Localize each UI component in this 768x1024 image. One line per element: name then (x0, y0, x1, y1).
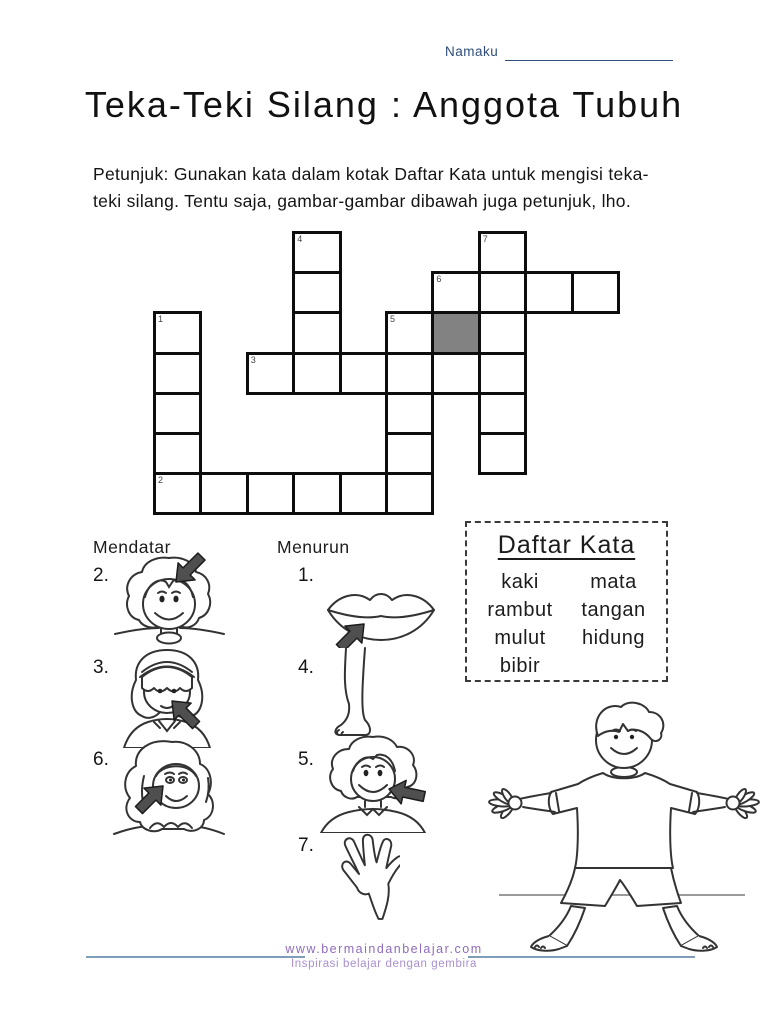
clue-number-across-2: 2. (93, 565, 109, 586)
crossword-cell[interactable] (153, 392, 202, 435)
crossword-cell[interactable] (478, 231, 527, 274)
crossword-cell[interactable] (292, 231, 341, 274)
clue-number-down-1: 1. (298, 565, 314, 586)
cell-clue-number: 3 (250, 354, 256, 365)
crossword-cell[interactable] (339, 472, 388, 515)
word-list-title: Daftar Kata (497, 531, 636, 559)
crossword-cell[interactable] (292, 311, 341, 354)
crossword-cell[interactable] (292, 271, 341, 314)
word-list-item: mulut (494, 627, 546, 649)
crossword-cell[interactable] (385, 352, 434, 395)
crossword-cell[interactable] (385, 311, 434, 354)
crossword-cell[interactable] (478, 311, 527, 354)
lips-arrow-icon (320, 572, 442, 653)
crossword-cell[interactable] (246, 352, 295, 395)
word-list-item: bibir (499, 655, 541, 677)
word-list-box (465, 521, 668, 682)
crossword-cell[interactable] (339, 352, 388, 395)
instructions-line1: Petunjuk: Gunakan kata dalam kotak Daftar Kata untuk mengisi teka- (93, 164, 649, 184)
page-title: Teka-Teki Silang : Anggota Tubuh (84, 84, 684, 125)
word-list-right (581, 568, 645, 680)
name-blank-line[interactable] (505, 60, 673, 61)
cell-clue-number: 1 (158, 314, 164, 325)
boy-body-illustration (483, 700, 765, 963)
clue-number-across-6: 6. (93, 749, 109, 770)
instructions (93, 161, 693, 215)
crossword-grid (153, 231, 623, 519)
cell-clue-number: 5 (390, 314, 396, 325)
footer-url: www.bermaindanbelajar.com (285, 942, 483, 956)
word-list-item: tangan (581, 599, 646, 621)
cell-clue-number: 4 (297, 234, 303, 244)
clue-number-across-3: 3. (93, 657, 109, 678)
word-list-item: kaki (501, 571, 539, 593)
crossword-cell[interactable] (385, 472, 434, 515)
hand-icon (320, 830, 400, 927)
word-list-item: mata (590, 571, 637, 593)
down-heading: Menurun (277, 537, 350, 557)
crossword-cell[interactable] (153, 432, 202, 475)
word-list-left (487, 568, 552, 680)
cell-clue-number: 7 (482, 234, 488, 244)
crossword-cell[interactable] (385, 432, 434, 475)
clue-number-down-7: 7. (298, 835, 314, 856)
cell-clue-number: 2 (158, 475, 164, 486)
crossword-cell[interactable] (153, 311, 202, 354)
across-heading: Mendatar (93, 537, 171, 557)
cell-clue-number: 6 (436, 274, 442, 285)
word-list-item: rambut (487, 599, 553, 621)
crossword-cell[interactable] (199, 472, 248, 515)
crossword-cell[interactable] (478, 271, 527, 314)
crossword-cell[interactable] (292, 472, 341, 515)
hair-arrow-icon (112, 552, 227, 657)
footer-tagline: Inspirasi belajar dengan gembira (290, 958, 478, 970)
name-label: Namaku (445, 44, 499, 59)
clue-number-down-5: 5. (298, 749, 314, 770)
crossword-cell[interactable] (246, 472, 295, 515)
clue-number-down-4: 4. (298, 657, 314, 678)
crossword-cell[interactable] (524, 271, 573, 314)
crossword-cell[interactable] (153, 352, 202, 395)
crossword-cell[interactable] (571, 271, 620, 314)
mouth-arrow-icon (315, 733, 433, 838)
crossword-cell[interactable] (292, 352, 341, 395)
crossword-cell[interactable] (431, 352, 480, 395)
word-list-item: hidung (581, 627, 646, 649)
crossword-cell[interactable] (478, 352, 527, 395)
leg-icon (330, 646, 388, 743)
instructions-line2: teki silang. Tentu saja, gambar-gambar dibawah juga petunjuk, lho. (93, 191, 631, 211)
crossword-blocked-cell (431, 311, 480, 354)
crossword-cell[interactable] (478, 392, 527, 435)
crossword-cell[interactable] (385, 392, 434, 435)
eye-arrow-icon (110, 736, 228, 853)
crossword-cell[interactable] (431, 271, 480, 314)
crossword-cell[interactable] (478, 432, 527, 475)
crossword-cell[interactable] (153, 472, 202, 515)
